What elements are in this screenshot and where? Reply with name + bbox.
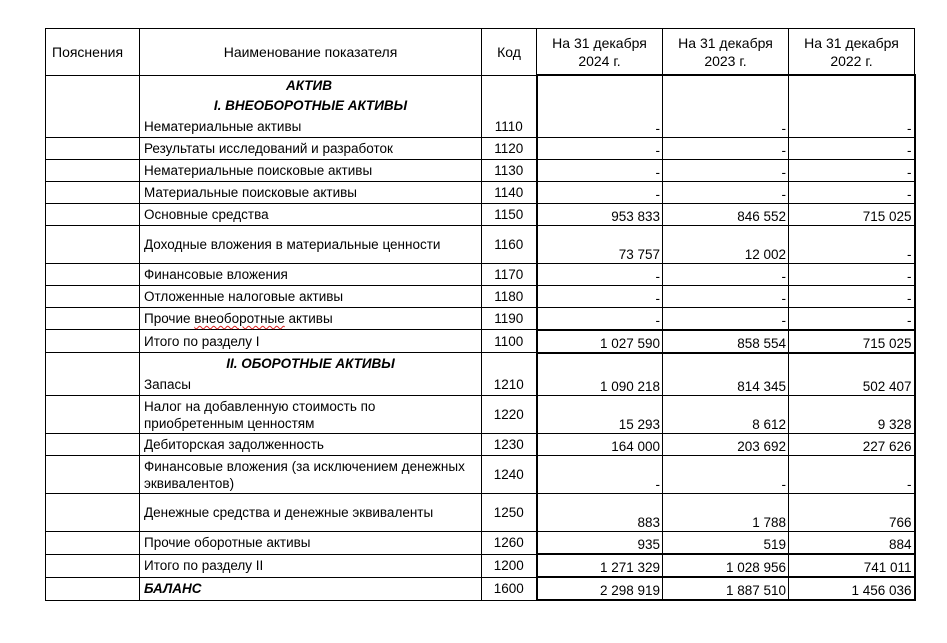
row-code: 1600 <box>482 577 537 600</box>
section-asset-title: АКТИВ <box>140 75 482 96</box>
row-value-2023: 858 554 <box>663 330 789 353</box>
row-name: Нематериальные поисковые активы <box>140 159 482 181</box>
row-name: Прочие оборотные активы <box>140 532 482 555</box>
table-row <box>46 116 915 138</box>
row-value-2024: - <box>537 159 663 181</box>
row-code: 1200 <box>482 554 537 577</box>
expl-cell <box>46 225 140 263</box>
balance-sheet-table <box>45 28 916 601</box>
row-value-2023: - <box>663 137 789 159</box>
table-row <box>46 203 915 225</box>
row-name: Нематериальные активы <box>140 116 482 138</box>
row-value-2023: - <box>663 181 789 203</box>
row-value-2023: - <box>663 307 789 330</box>
row-code: 1220 <box>482 396 537 434</box>
row-value-2023: 203 692 <box>663 434 789 456</box>
row-value-2022: 766 <box>789 494 915 532</box>
table-row <box>46 225 915 263</box>
row-value-2024: 1 090 218 <box>537 373 663 396</box>
row-value-2022: - <box>789 456 915 494</box>
table-row <box>46 285 915 307</box>
expl-cell <box>46 307 140 330</box>
section-2-title: II. ОБОРОТНЫЕ АКТИВЫ <box>140 353 482 374</box>
table-row <box>46 159 915 181</box>
balance-row <box>46 577 915 600</box>
table-row <box>46 434 915 456</box>
row-value-2024: - <box>537 456 663 494</box>
value-cell <box>537 96 663 116</box>
row-value-2023: 519 <box>663 532 789 555</box>
expl-cell <box>46 330 140 353</box>
code-cell <box>482 75 537 96</box>
expl-cell <box>46 494 140 532</box>
row-value-2024: 1 271 329 <box>537 554 663 577</box>
row-name: Запасы <box>140 373 482 396</box>
row-name <box>140 307 482 330</box>
expl-cell <box>46 96 140 116</box>
row-name: Дебиторская задолженность <box>140 434 482 456</box>
row-name: Результаты исследований и разработок <box>140 137 482 159</box>
row-name: Материальные поисковые активы <box>140 181 482 203</box>
row-value-2022: - <box>789 159 915 181</box>
expl-cell <box>46 137 140 159</box>
table-row <box>46 373 915 396</box>
expl-cell <box>46 577 140 600</box>
expl-cell <box>46 203 140 225</box>
row-name-part: Прочие <box>144 310 191 326</box>
row-value-2023: 8 612 <box>663 396 789 434</box>
header-indicator-name: Наименование показателя <box>140 29 482 76</box>
value-cell <box>537 353 663 374</box>
row-value-2023: - <box>663 263 789 285</box>
section-heading-row <box>46 96 915 116</box>
row-value-2022: - <box>789 137 915 159</box>
row-code: 1120 <box>482 137 537 159</box>
row-code: 1250 <box>482 494 537 532</box>
row-value-2022: - <box>789 307 915 330</box>
row-value-2024: - <box>537 263 663 285</box>
expl-cell <box>46 554 140 577</box>
row-value-2022: 741 011 <box>789 554 915 577</box>
row-code: 1180 <box>482 285 537 307</box>
table-row <box>46 263 915 285</box>
row-code: 1210 <box>482 373 537 396</box>
row-value-2024: 15 293 <box>537 396 663 434</box>
row-value-2023: 846 552 <box>663 203 789 225</box>
expl-cell <box>46 373 140 396</box>
row-code: 1150 <box>482 203 537 225</box>
header-explanations: Пояснения <box>46 29 140 76</box>
value-cell <box>663 353 789 374</box>
row-value-2023: 814 345 <box>663 373 789 396</box>
row-code: 1100 <box>482 330 537 353</box>
value-cell <box>789 75 915 96</box>
section-heading-row <box>46 353 915 374</box>
row-value-2023: - <box>663 159 789 181</box>
table-row <box>46 396 915 434</box>
row-value-2024: 2 298 919 <box>537 577 663 600</box>
row-value-2022: 227 626 <box>789 434 915 456</box>
code-cell <box>482 96 537 116</box>
row-code: 1160 <box>482 225 537 263</box>
header-2023: На 31 декабря 2023 г. <box>663 29 789 76</box>
row-code: 1130 <box>482 159 537 181</box>
row-value-2022: - <box>789 116 915 138</box>
row-name: Основные средства <box>140 203 482 225</box>
row-value-2022: 9 328 <box>789 396 915 434</box>
row-value-2022: 1 456 036 <box>789 577 915 600</box>
expl-cell <box>46 116 140 138</box>
section-heading-row <box>46 75 915 96</box>
row-value-2023: - <box>663 116 789 138</box>
row-name: Денежные средства и денежные эквиваленты <box>140 494 482 532</box>
row-value-2024: - <box>537 137 663 159</box>
value-cell <box>789 353 915 374</box>
expl-cell <box>46 434 140 456</box>
row-code: 1230 <box>482 434 537 456</box>
expl-cell <box>46 285 140 307</box>
value-cell <box>663 96 789 116</box>
table-row <box>46 494 915 532</box>
row-code: 1190 <box>482 307 537 330</box>
subtotal-row <box>46 330 915 353</box>
row-value-2024: 164 000 <box>537 434 663 456</box>
row-name-part: активы <box>288 310 333 326</box>
row-value-2022: - <box>789 225 915 263</box>
row-value-2023: 1 028 956 <box>663 554 789 577</box>
spellcheck-underlined-word: внеоборотные <box>194 310 285 326</box>
header-2022: На 31 декабря 2022 г. <box>789 29 915 76</box>
table-row <box>46 181 915 203</box>
expl-cell <box>46 396 140 434</box>
value-cell <box>789 96 915 116</box>
expl-cell <box>46 532 140 555</box>
balance-label: БАЛАНС <box>140 577 482 600</box>
row-name: Итого по разделу I <box>140 330 482 353</box>
expl-cell <box>46 456 140 494</box>
header-row <box>46 29 915 76</box>
row-code: 1110 <box>482 116 537 138</box>
row-value-2023: 1 788 <box>663 494 789 532</box>
row-value-2024: - <box>537 307 663 330</box>
table-row <box>46 307 915 330</box>
expl-cell <box>46 181 140 203</box>
row-value-2024: 883 <box>537 494 663 532</box>
value-cell <box>663 75 789 96</box>
subtotal-row <box>46 554 915 577</box>
table-row <box>46 532 915 555</box>
table-row <box>46 137 915 159</box>
expl-cell <box>46 263 140 285</box>
table-row <box>46 456 915 494</box>
expl-cell <box>46 159 140 181</box>
header-2024: На 31 декабря 2024 г. <box>537 29 663 76</box>
code-cell <box>482 353 537 374</box>
row-code: 1170 <box>482 263 537 285</box>
row-value-2022: 715 025 <box>789 203 915 225</box>
row-value-2023: 1 887 510 <box>663 577 789 600</box>
row-value-2024: - <box>537 285 663 307</box>
row-value-2023: - <box>663 456 789 494</box>
expl-cell <box>46 353 140 374</box>
row-value-2022: - <box>789 285 915 307</box>
header-code: Код <box>482 29 537 76</box>
row-code: 1140 <box>482 181 537 203</box>
row-value-2024: 73 757 <box>537 225 663 263</box>
row-code: 1240 <box>482 456 537 494</box>
row-name: Финансовые вложения <box>140 263 482 285</box>
row-value-2022: - <box>789 263 915 285</box>
row-name: Налог на добавленную стоимость по приобретенным ценностям <box>140 396 482 434</box>
row-value-2024: 1 027 590 <box>537 330 663 353</box>
row-name: Доходные вложения в материальные ценности <box>140 225 482 263</box>
row-value-2022: 884 <box>789 532 915 555</box>
row-value-2022: 715 025 <box>789 330 915 353</box>
row-value-2024: - <box>537 116 663 138</box>
row-code: 1260 <box>482 532 537 555</box>
value-cell <box>537 75 663 96</box>
expl-cell <box>46 75 140 96</box>
row-value-2023: 12 002 <box>663 225 789 263</box>
row-value-2024: - <box>537 181 663 203</box>
row-value-2023: - <box>663 285 789 307</box>
section-1-title: I. ВНЕОБОРОТНЫЕ АКТИВЫ <box>140 96 482 116</box>
row-name: Итого по разделу II <box>140 554 482 577</box>
row-value-2022: - <box>789 181 915 203</box>
row-value-2022: 502 407 <box>789 373 915 396</box>
row-name: Отложенные налоговые активы <box>140 285 482 307</box>
row-value-2024: 935 <box>537 532 663 555</box>
row-value-2024: 953 833 <box>537 203 663 225</box>
row-name: Финансовые вложения (за исключением денежных эквивалентов) <box>140 456 482 494</box>
